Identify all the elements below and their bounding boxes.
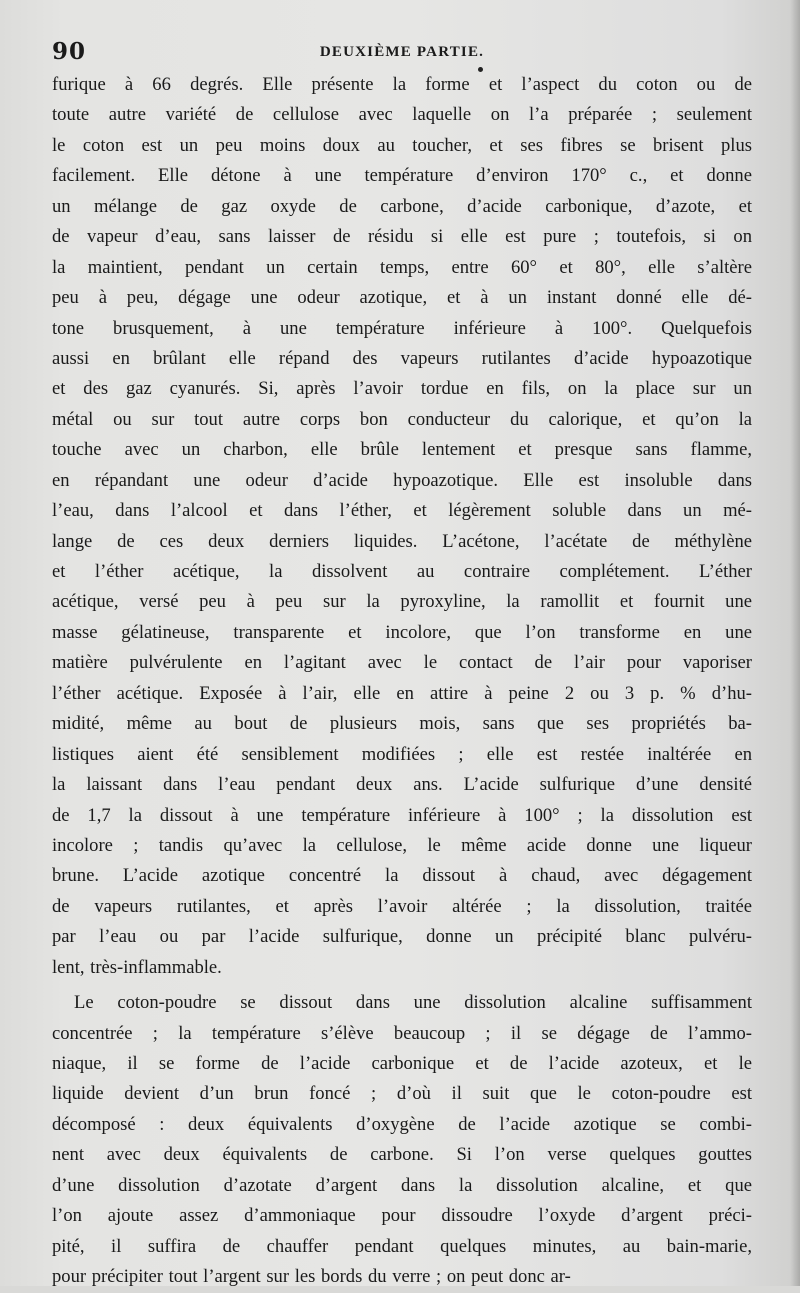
text-line: de 1,7 la dissout à une température inférieure à 100° ; la dissolution est	[52, 804, 752, 826]
text-line: midité, même au bout de plusieurs mois, sans que ses propriétés ba-	[52, 713, 752, 735]
text-line: brune. L’acide azotique concentré la dissout à chaud, avec dégagement	[52, 865, 752, 887]
text-line: l’éther acétique. Exposée à l’air, elle en attire à peine 2 ou 3 p. % d’hu-	[52, 682, 752, 704]
text-line: niaque, il se forme de l’acide carbonique et de l’acide azoteux, et le	[52, 1053, 752, 1074]
page-number: 90	[52, 38, 87, 65]
text-line: concentrée ; la température s’élève beaucoup ; il se dégage de l’ammo-	[52, 1022, 752, 1044]
page-edge-shadow	[790, 0, 800, 1286]
text-line: en répandant une odeur d’acide hypoazotique. Elle est insoluble dans	[52, 469, 752, 491]
text-line: la maintient, pendant un certain temps, entre 60° et 80°, elle s’altère	[52, 256, 752, 278]
text-line: Le coton-poudre se dissout dans une dissolution alcaline suffisamment	[74, 992, 752, 1014]
text-line: listiques aient été sensiblement modifiées ; elle est restée inaltérée en	[52, 743, 752, 765]
text-line: tone brusquement, à une température inférieure à 100°. Quelquefois	[52, 317, 752, 339]
paragraph-2	[52, 988, 752, 1292]
text-line: furique à 66 degrés. Elle présente la forme et l’aspect du coton ou de	[52, 74, 752, 95]
text-line: l’on ajoute assez d’ammoniaque pour dissoudre l’oxyde d’argent préci-	[52, 1205, 752, 1227]
text-line: le coton est un peu moins doux au toucher, et ses fibres se brisent plus	[52, 134, 752, 156]
text-line: facilement. Elle détone à une température d’environ 170° c., et donne	[52, 165, 752, 187]
text-line: masse gélatineuse, transparente et incolore, que l’on transforme en une	[52, 621, 752, 643]
text-line: de vapeur d’eau, sans laisser de résidu si elle est pure ; toutefois, si on	[52, 226, 752, 248]
text-line: acétique, versé peu à peu sur la pyroxyline, la ramollit et fournit une	[52, 591, 752, 613]
text-line: décomposé : deux équivalents d’oxygène de l’acide azotique se combi-	[52, 1113, 752, 1135]
text-line: pour précipiter tout l’argent sur les bords du verre ; on peut donc ar-	[52, 1266, 571, 1288]
running-title: DEUXIÈME PARTIE.	[319, 44, 485, 60]
text-line: incolore ; tandis qu’avec la cellulose, le même acide donne une liqueur	[52, 834, 752, 856]
text-line: touche avec un charbon, elle brûle lentement et presque sans flamme,	[52, 439, 752, 461]
text-line: pité, il suffira de chauffer pendant quelques minutes, au bain-marie,	[52, 1235, 752, 1257]
text-line: un mélange de gaz oxyde de carbone, d’acide carbonique, d’azote, et	[52, 195, 752, 217]
text-line: et des gaz cyanurés. Si, après l’avoir tordue en fils, on la place sur un	[52, 378, 752, 400]
text-line: la laissant dans l’eau pendant deux ans. L’acide sulfurique d’une densité	[52, 774, 752, 796]
text-line: lent, très-inflammable.	[52, 956, 222, 978]
text-line: nent avec deux équivalents de carbone. Si l’on verse quelques gouttes	[52, 1144, 752, 1166]
text-line: lange de ces deux derniers liquides. L’acétone, l’acétate de méthylène	[52, 530, 752, 552]
text-line: de vapeurs rutilantes, et après l’avoir altérée ; la dissolution, traitée	[52, 895, 752, 917]
text-line: aussi en brûlant elle répand des vapeurs rutilantes d’acide hypoazotique	[52, 347, 752, 369]
text-line: d’une dissolution d’azotate d’argent dans la dissolution alcaline, et que	[52, 1174, 752, 1196]
text-line: et l’éther acétique, la dissolvent au contraire complétement. L’éther	[52, 561, 752, 582]
text-line: liquide devient d’un brun foncé ; d’où il suit que le coton-poudre est	[52, 1083, 752, 1105]
text-line: peu à peu, dégage une odeur azotique, et à un instant donné elle dé-	[52, 287, 752, 309]
text-line: matière pulvérulente en l’agitant avec le contact de l’air pour vaporiser	[52, 652, 752, 674]
body-text	[52, 70, 752, 1293]
text-line: l’eau, dans l’alcool et dans l’éther, et légèrement soluble dans un mé-	[52, 500, 752, 522]
text-line: par l’eau ou par l’acide sulfurique, donne un précipité blanc pulvéru-	[52, 926, 752, 948]
paragraph-1	[52, 70, 752, 983]
page-header	[52, 38, 752, 68]
text-line: métal ou sur tout autre corps bon conducteur du calorique, et qu’on la	[52, 408, 752, 430]
text-line: toute autre variété de cellulose avec laquelle on l’a préparée ; seulement	[52, 104, 752, 126]
